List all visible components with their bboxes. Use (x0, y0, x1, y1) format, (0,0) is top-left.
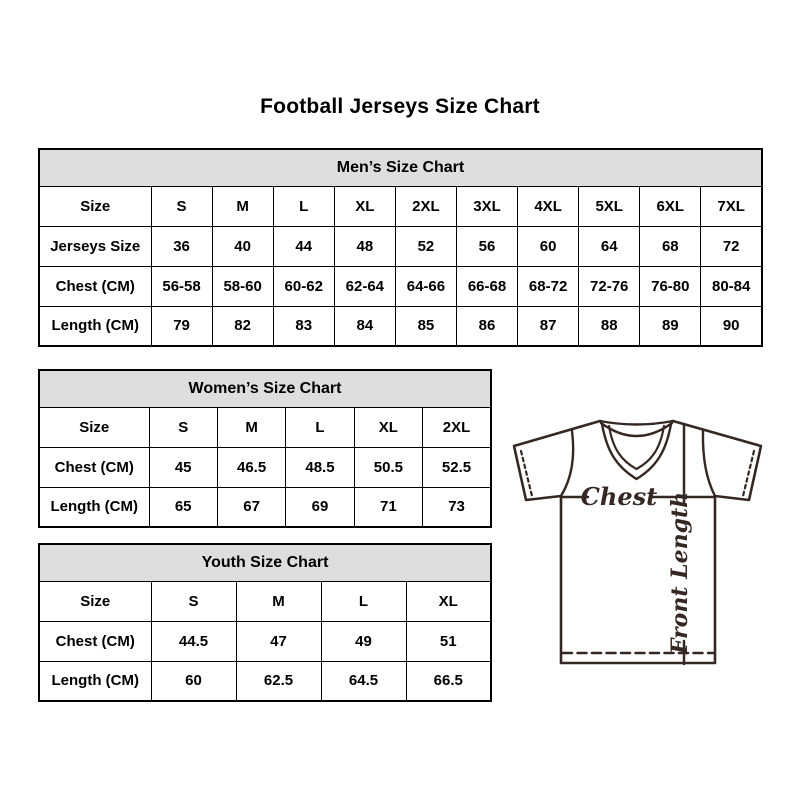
value-cell: 56-58 (151, 266, 212, 306)
value-cell: 62.5 (236, 661, 321, 701)
value-cell: L (321, 581, 406, 621)
collar-v-outer (602, 424, 671, 479)
value-cell: 3XL (456, 186, 517, 226)
jersey-outline-icon (514, 421, 761, 663)
value-cell: 68-72 (518, 266, 579, 306)
value-cell: 45 (149, 447, 217, 487)
value-cell: 90 (701, 306, 762, 346)
value-cell: 48.5 (286, 447, 354, 487)
value-cell: 89 (640, 306, 701, 346)
value-cell: 2XL (423, 407, 491, 447)
value-cell: 79 (151, 306, 212, 346)
value-cell: 80-84 (701, 266, 762, 306)
value-cell: 73 (423, 487, 491, 527)
row-label-cell: Chest (CM) (39, 266, 151, 306)
value-cell: 71 (354, 487, 422, 527)
value-cell: 72 (701, 226, 762, 266)
row-label-cell: Size (39, 407, 149, 447)
value-cell: 56 (456, 226, 517, 266)
value-cell: 72-76 (579, 266, 640, 306)
value-cell: 87 (518, 306, 579, 346)
value-cell: 64 (579, 226, 640, 266)
row-label-cell: Jerseys Size (39, 226, 151, 266)
value-cell: S (149, 407, 217, 447)
value-cell: 40 (212, 226, 273, 266)
value-cell: 50.5 (354, 447, 422, 487)
value-cell: 7XL (701, 186, 762, 226)
value-cell: 52 (395, 226, 456, 266)
front-length-label: Front Length (667, 491, 693, 655)
value-cell: 36 (151, 226, 212, 266)
left-armhole-seam (561, 431, 573, 496)
value-cell: 2XL (395, 186, 456, 226)
value-cell: 62-64 (334, 266, 395, 306)
value-cell: L (286, 407, 354, 447)
value-cell: 48 (334, 226, 395, 266)
row-label-cell: Size (39, 186, 151, 226)
jersey-measurement-diagram (500, 405, 775, 675)
value-cell: XL (406, 581, 491, 621)
youth-table-title: Youth Size Chart (39, 544, 491, 581)
value-cell: 4XL (518, 186, 579, 226)
value-cell: 6XL (640, 186, 701, 226)
value-cell: XL (354, 407, 422, 447)
row-label-cell: Size (39, 581, 151, 621)
value-cell: 85 (395, 306, 456, 346)
value-cell: M (212, 186, 273, 226)
value-cell: 44 (273, 226, 334, 266)
row-label-cell: Chest (CM) (39, 621, 151, 661)
value-cell: 82 (212, 306, 273, 346)
value-cell: 66-68 (456, 266, 517, 306)
value-cell: 64.5 (321, 661, 406, 701)
value-cell: 86 (456, 306, 517, 346)
value-cell: XL (334, 186, 395, 226)
value-cell: 60 (518, 226, 579, 266)
collar-top-arc (600, 421, 673, 425)
row-label-cell: Length (CM) (39, 487, 149, 527)
value-cell: 49 (321, 621, 406, 661)
value-cell: S (151, 581, 236, 621)
value-cell: 60 (151, 661, 236, 701)
value-cell: M (217, 407, 285, 447)
page-title: Football Jerseys Size Chart (260, 95, 540, 118)
value-cell: 46.5 (217, 447, 285, 487)
value-cell: L (273, 186, 334, 226)
row-label-cell: Length (CM) (39, 306, 151, 346)
value-cell: 66.5 (406, 661, 491, 701)
value-cell: 51 (406, 621, 491, 661)
value-cell: 68 (640, 226, 701, 266)
value-cell: 76-80 (640, 266, 701, 306)
value-cell: 83 (273, 306, 334, 346)
value-cell: 84 (334, 306, 395, 346)
right-armhole-seam (703, 431, 715, 496)
value-cell: 52.5 (423, 447, 491, 487)
value-cell: 65 (149, 487, 217, 527)
value-cell: M (236, 581, 321, 621)
womens-size-table (38, 369, 492, 528)
value-cell: 47 (236, 621, 321, 661)
value-cell: 67 (217, 487, 285, 527)
value-cell: 5XL (579, 186, 640, 226)
value-cell: S (151, 186, 212, 226)
womens-table-title: Women’s Size Chart (39, 370, 491, 407)
row-label-cell: Length (CM) (39, 661, 151, 701)
youth-size-table (38, 543, 492, 702)
value-cell: 69 (286, 487, 354, 527)
mens-table-title: Men’s Size Chart (39, 149, 762, 186)
mens-size-table (38, 148, 763, 347)
value-cell: 60-62 (273, 266, 334, 306)
value-cell: 64-66 (395, 266, 456, 306)
chest-label: Chest (580, 482, 658, 511)
value-cell: 44.5 (151, 621, 236, 661)
value-cell: 58-60 (212, 266, 273, 306)
value-cell: 88 (579, 306, 640, 346)
row-label-cell: Chest (CM) (39, 447, 149, 487)
